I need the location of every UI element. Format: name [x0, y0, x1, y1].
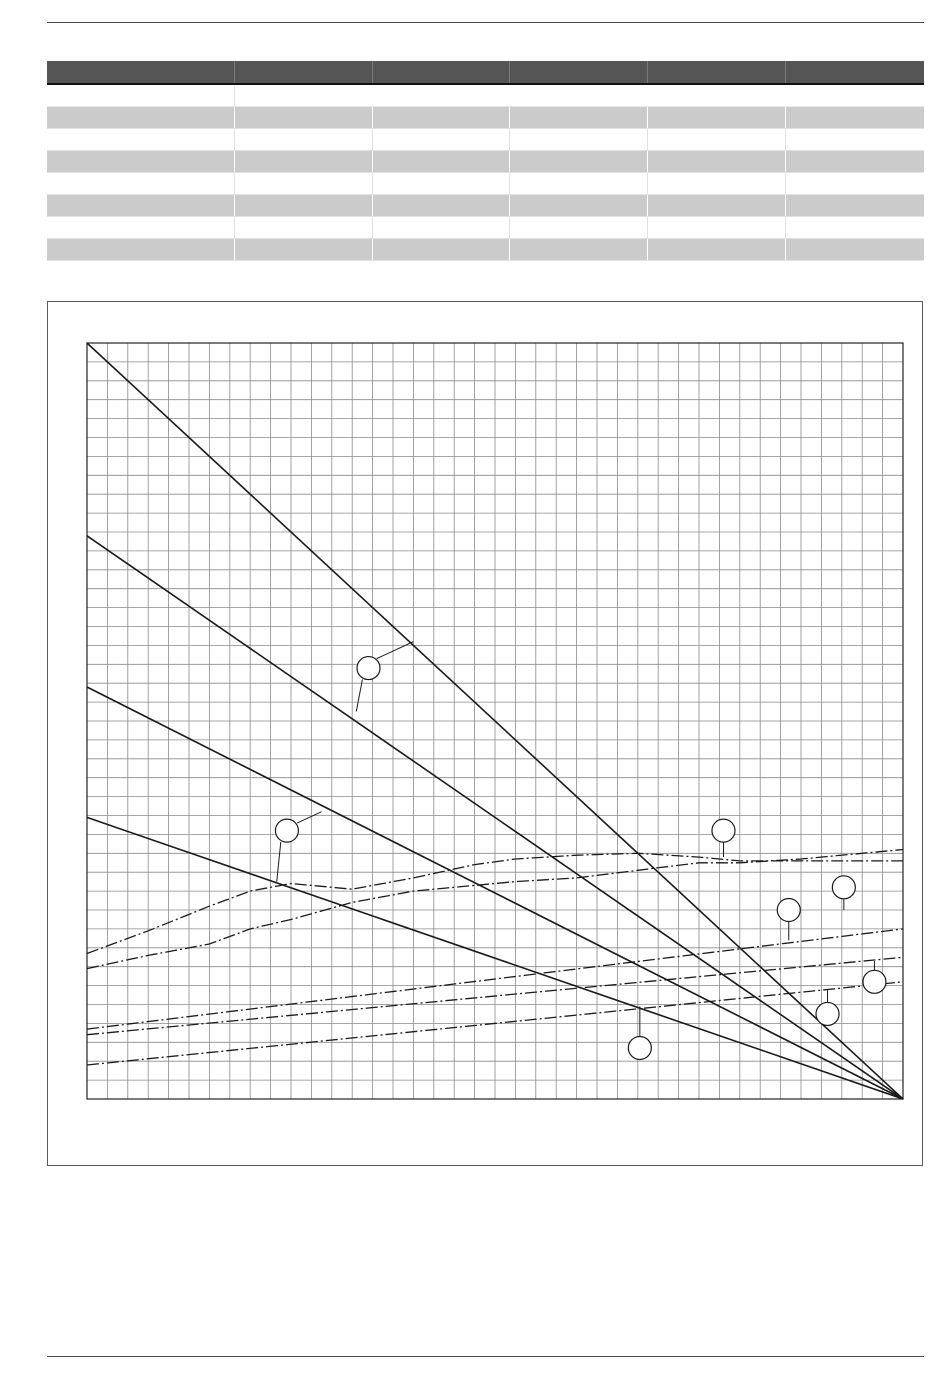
table-row — [47, 129, 924, 151]
table-row — [47, 173, 924, 195]
callout-circle-7 — [816, 1002, 839, 1025]
table-header-row — [47, 61, 924, 84]
table-row — [47, 239, 924, 261]
chart-svg — [48, 302, 922, 1165]
table-cell — [647, 129, 785, 151]
table-cell — [509, 173, 647, 195]
table-cell — [234, 217, 372, 239]
table-cell — [785, 195, 924, 217]
table-cell — [785, 107, 924, 129]
table-cell — [647, 107, 785, 129]
table-row — [47, 217, 924, 239]
table-cell — [234, 239, 372, 261]
callout-circle-5 — [777, 899, 800, 922]
table-cell — [47, 151, 234, 173]
table-cell — [647, 173, 785, 195]
table-cell — [509, 195, 647, 217]
table-header-cell — [372, 61, 509, 84]
table-cell — [47, 84, 234, 107]
callout-leader — [297, 812, 321, 823]
table-cell — [47, 217, 234, 239]
table-cell — [785, 173, 924, 195]
table-cell — [647, 195, 785, 217]
table-cell — [234, 151, 372, 173]
callout-circle-6 — [863, 970, 886, 993]
table-header-cell — [234, 61, 372, 84]
table-cell — [785, 129, 924, 151]
table-header-cell — [509, 61, 647, 84]
table-cell — [47, 195, 234, 217]
callout-leader — [277, 842, 281, 882]
table-cell — [47, 239, 234, 261]
table-cell — [372, 151, 509, 173]
table-cell — [509, 217, 647, 239]
callout-circle-2 — [275, 819, 298, 842]
table-cell — [372, 217, 509, 239]
table-header-cell — [47, 61, 234, 84]
table-cell — [234, 195, 372, 217]
table-header-cell — [785, 61, 924, 84]
table-cell — [785, 217, 924, 239]
chart-annotations — [275, 642, 886, 1060]
table-cell — [234, 84, 924, 107]
table-cell — [47, 129, 234, 151]
table-cell — [47, 173, 234, 195]
bottom-rule — [47, 1356, 924, 1357]
table-cell — [372, 195, 509, 217]
table-row — [47, 84, 924, 107]
table-cell — [647, 239, 785, 261]
callout-circle-8 — [628, 1036, 651, 1059]
table-row — [47, 107, 924, 129]
callout-circle-3 — [712, 819, 735, 842]
callout-leader — [356, 679, 362, 711]
spec-table — [47, 61, 924, 261]
top-rule — [47, 22, 924, 23]
table-cell — [509, 151, 647, 173]
table-cell — [647, 217, 785, 239]
table-cell — [47, 107, 234, 129]
table-cell — [234, 173, 372, 195]
callout-circle-4 — [832, 876, 855, 899]
table-cell — [509, 107, 647, 129]
table-cell — [372, 107, 509, 129]
table-row — [47, 195, 924, 217]
chart-frame — [47, 301, 923, 1166]
table-row — [47, 151, 924, 173]
table-cell — [785, 239, 924, 261]
table-cell — [234, 129, 372, 151]
table-cell — [785, 151, 924, 173]
callout-circle-1 — [357, 657, 380, 680]
table-header-cell — [647, 61, 785, 84]
table-cell — [509, 129, 647, 151]
table-cell — [372, 173, 509, 195]
table-cell — [372, 129, 509, 151]
table-cell — [372, 239, 509, 261]
table-cell — [234, 107, 372, 129]
table-cell — [509, 239, 647, 261]
table-cell — [647, 151, 785, 173]
callout-leader — [377, 642, 414, 659]
